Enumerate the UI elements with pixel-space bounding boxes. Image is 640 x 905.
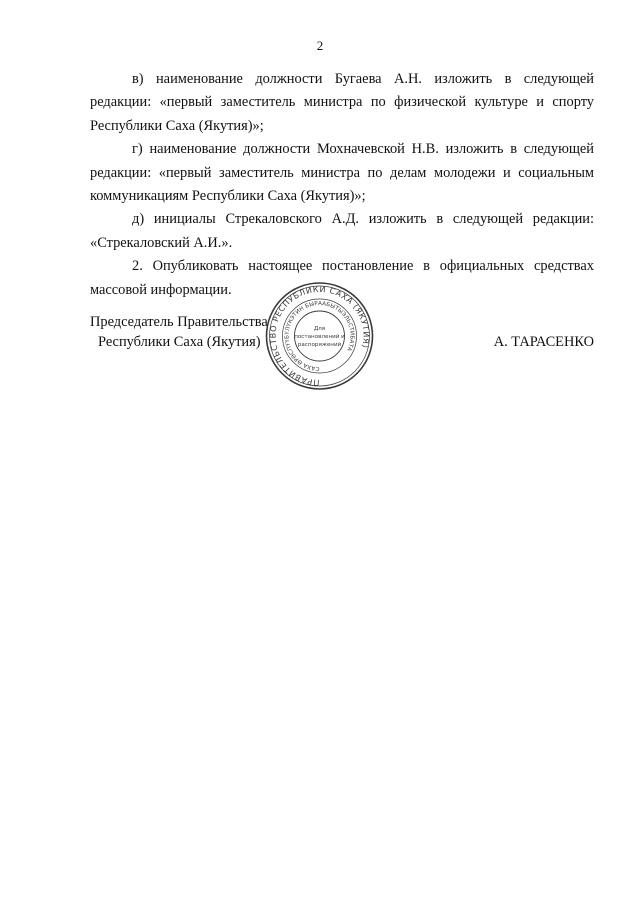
seal-center-line3: распоряжений bbox=[297, 342, 342, 348]
paragraph-item-d: д) инициалы Стрекаловского А.Д. изложить в следующей редакции: «Стрекаловский А.И.». bbox=[90, 211, 594, 251]
seal-graphic bbox=[257, 280, 382, 392]
seal-center-line2: постановлений и bbox=[294, 334, 345, 340]
document-body bbox=[90, 68, 594, 302]
signatory-title-line1: Председатель Правительства bbox=[90, 314, 268, 330]
official-seal-stamp bbox=[257, 280, 382, 392]
paragraph-item-v: в) наименование должности Бугаева А.Н. изложить в следующей редакции: «первый заместитель министра по физической культуре и спорту Республики Саха (Якутия)»; bbox=[90, 71, 594, 134]
paragraph-item-g: г) наименование должности Мохначевской Н.В. изложить в следующей редакции: «первый заместитель министра по делам молодежи и социальным коммуникациям Республики Саха (Якутия)»; bbox=[90, 141, 594, 205]
signatory-title-line2: Республики Саха (Якутия) bbox=[98, 334, 261, 350]
seal-outer-text: ПРАВИТЕЛЬСТВО РЕСПУБЛИКИ САХА (ЯКУТИЯ) bbox=[268, 284, 371, 388]
signatory-name: А. ТАРАСЕНКО bbox=[493, 334, 594, 350]
page-number: 2 bbox=[316, 38, 324, 53]
seal-center-line1: Для bbox=[313, 326, 326, 332]
seal-inner-text: САХА ӨРӨСПҮҮБҮЛҮКЭТИН БЫРААБЫТЫЭЛЬСТИБАТА bbox=[284, 300, 355, 372]
paragraph-item-2: 2. Опубликовать настоящее постановление в официальных средствах массовой информации. bbox=[90, 258, 594, 298]
